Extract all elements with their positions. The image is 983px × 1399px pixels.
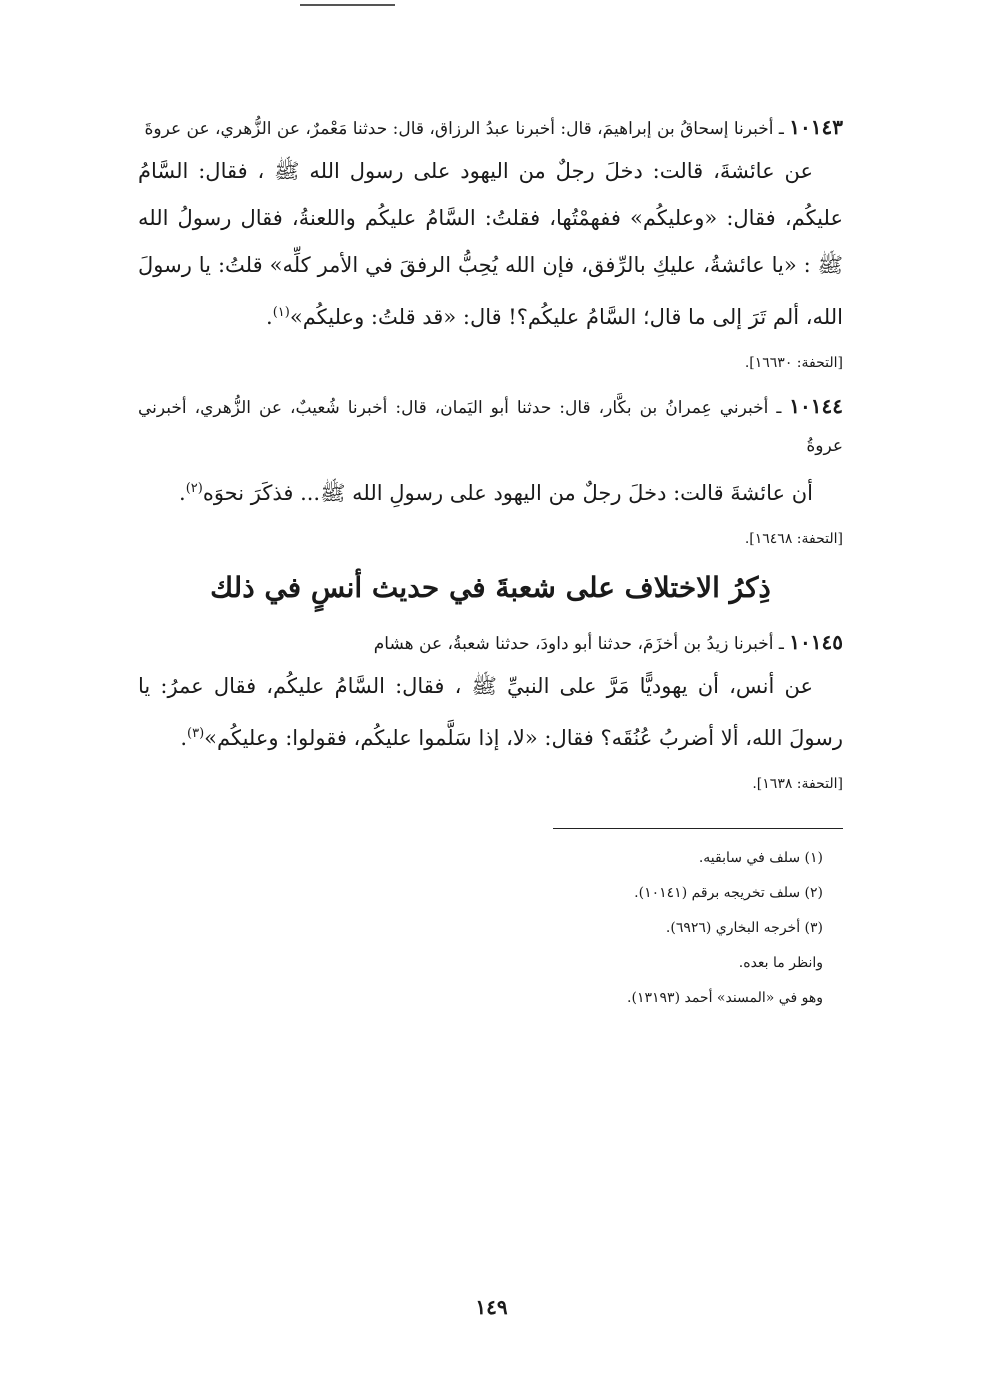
hadith-body: أن عائشةَ قالت: دخلَ رجلٌ من اليهود على رسولِ الله ﷺ... فذكَرَ نحوَه [202,481,813,505]
hadith-body: عن عائشةَ، قالت: دخلَ رجلٌ من اليهود على رسول الله ﷺ ، فقال: السَّامُ عليكُم، فقال: «وعليكُم» ففهمْتُها، فقلتُ: السَّامُ عليكُم واللعنةُ، فقال رسولُ الله ﷺ : «يا عائشةُ، عليكِ بالرِّفق، فإن الله يُحِبُّ الرفقَ في الأمر كلِّه» قلتُ: يا رسولَ الله، ألم تَرَ إلى ما قال؛ السَّامُ عليكُم؟! قال: «قد قلتُ: وعليكُم» [138,159,843,329]
footnote-ref: (١) [272,305,290,320]
footnote-divider [553,828,843,829]
hadith-chain-10143: ١٠١٤٣ ـ أخبرنا إسحاقُ بن إبراهيمَ، قال: أخبرنا عبدُ الرزاق، قال: حدثنا مَعْمرٌ، عن الزُّهري، عن عروةَ [144,115,843,139]
chain-text: أخبرنا إسحاقُ بن إبراهيمَ، قال: أخبرنا عبدُ الرزاق، قال: حدثنا مَعْمرٌ، عن الزُّهري، عن عروةَ [144,119,774,139]
footnote-ref: (٢) [185,481,203,496]
footnote-1: (١) سلف في سابقيه. [698,850,823,866]
tuhfa-reference: [التحفة: ١٦٣٨]. [752,776,843,792]
page-number: ١٤٩ [475,1295,508,1319]
hadith-chain-10144: ١٠١٤٤ ـ أخبرني عِمرانُ بن بكَّار، قال: حدثنا أبو اليَمان، قال: أخبرنا شُعيبٌ، عن الزُّهري، أخبرني عروةُ [138,394,843,456]
footnotes [138,841,843,1016]
top-rule [300,4,395,6]
tuhfa-reference: [التحفة: ١٦٦٣٠]. [744,355,843,371]
hadith-chain-10145: ١٠١٤٥ ـ أخبرنا زيدُ بن أخزَمَ، حدثنا أبو داودَ، حدثنا شعبةُ، عن هشام [373,630,843,654]
hadith-number: ١٠١٤٣ [789,115,843,139]
footnote-ref: (٣) [187,726,205,741]
hadith-number: ١٠١٤٤ [789,394,843,418]
footnote-3-cont2: وهو في «المسند» أحمد (١٣١٩٣). [627,990,823,1006]
footnote-3-cont: وانظر ما بعده. [738,955,823,971]
chain-text: أخبرنا زيدُ بن أخزَمَ، حدثنا أبو داودَ، حدثنا شعبةُ، عن هشام [373,634,774,654]
hadith-text-10145: عن أنس، أن يهوديًّا مَرَّ على النبيِّ ﷺ ، فقال: السَّامُ عليكُم، فقال عمرُ: يا رسولَ الله، ألا أضربُ عُنُقَه؟ فقال: «لا، إذا سَلَّموا عليكُم، فقولوا: وعليكُم»$^{(٣)}$. [138,674,843,750]
footnote-2: (٢) سلف تخريجه برقم (١٠١٤١). [634,885,823,901]
hadith-number: ١٠١٤٥ [789,630,843,654]
chain-text: أخبرني عِمرانُ بن بكَّار، قال: حدثنا أبو اليَمان، قال: أخبرنا شُعيبٌ، عن الزُّهري، أخبرني عروةُ [138,398,843,456]
hadith-text-10143: عن عائشةَ، قالت: دخلَ رجلٌ من اليهود على رسول الله ﷺ ، فقال: السَّامُ عليكُم، فقال: «وعليكُم» ففهمْتُها، فقلتُ: السَّامُ عليكُم واللعنةُ، فقال رسولُ الله ﷺ : «يا عائشةُ، عليكِ بالرِّفق، فإن الله يُحِبُّ الرفقَ في الأمر كلِّه» قلتُ: يا رسولَ الله، ألم تَرَ إلى ما قال؛ السَّامُ عليكُم؟! قال: «قد قلتُ: وعليكُم»$^{(١)}$. [138,159,843,329]
hadith-body: عن أنس، أن يهوديًّا مَرَّ على النبيِّ ﷺ ، فقال: السَّامُ عليكُم، فقال عمرُ: يا رسولَ الله، ألا أضربُ عُنُقَه؟ فقال: «لا، إذا سَلَّموا عليكُم، فقولوا: وعليكُم» [138,674,843,750]
section-heading: ذِكرُ الاختلاف على شعبةَ في حديث أنسٍ في ذلك [210,571,771,604]
hadith-text-10144: أن عائشةَ قالت: دخلَ رجلٌ من اليهود على رسولِ الله ﷺ... فذكَرَ نحوَه$^{(٢)}$. [179,481,813,505]
footnote-3: (٣) أخرجه البخاري (٦٩٢٦). [665,920,823,936]
page-content [138,108,843,1016]
tuhfa-reference: [التحفة: ١٦٤٦٨]. [744,531,843,547]
